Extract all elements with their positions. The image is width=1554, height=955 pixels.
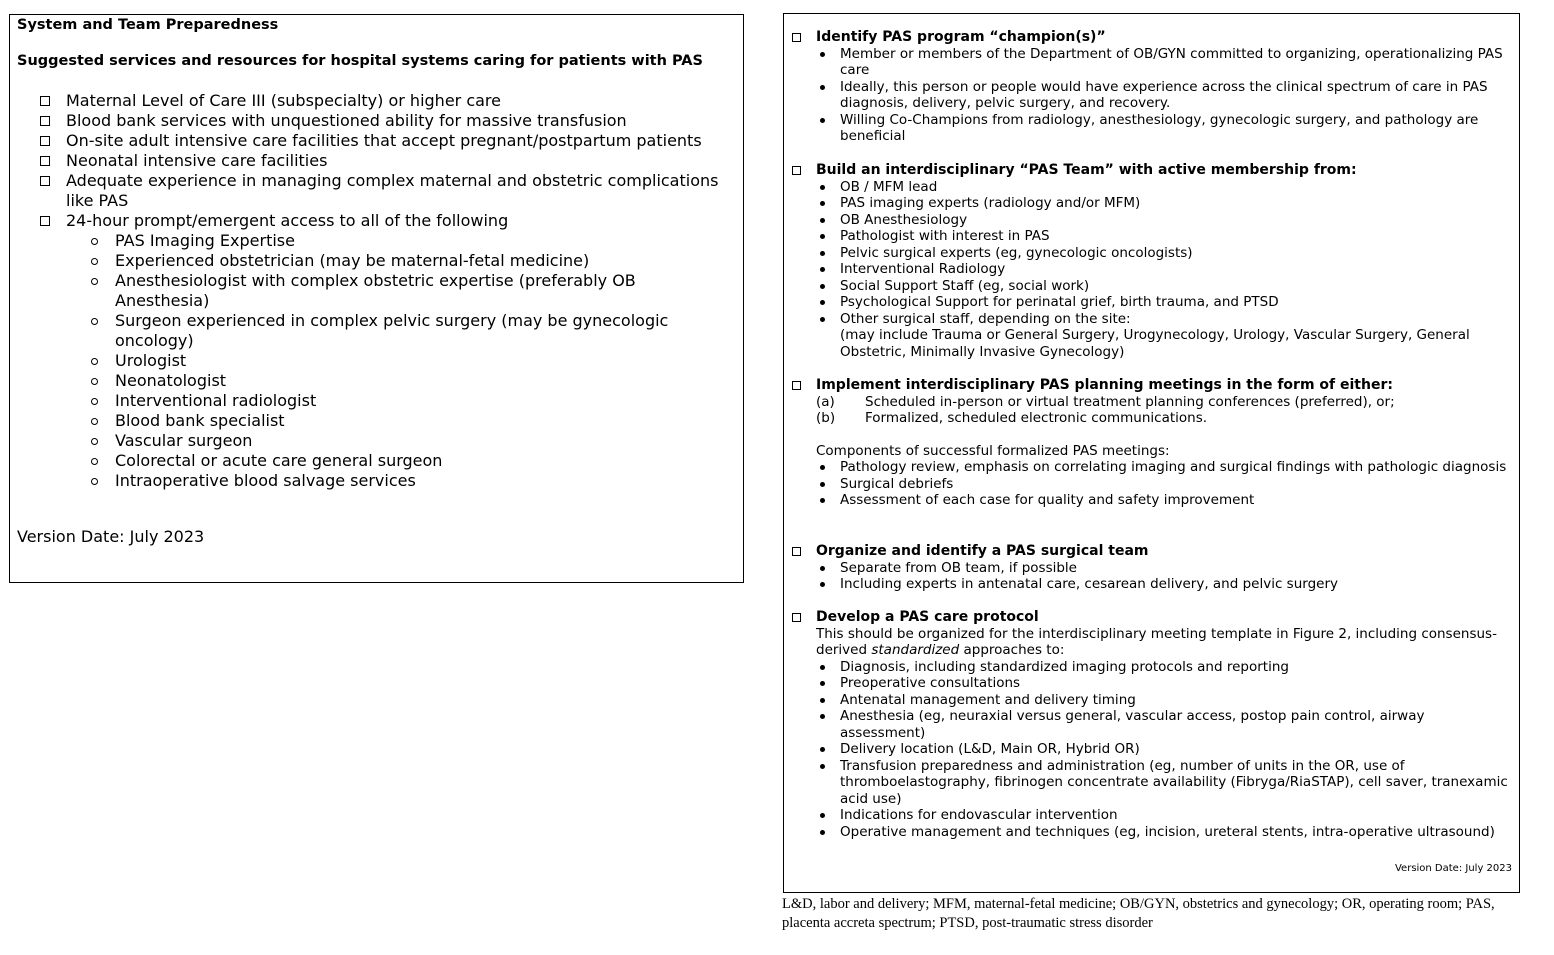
list-item: Member or members of the Department of OB/GYN committed to organizing, operationalizing PAS care [816, 46, 1510, 79]
checklist-item-text: Maternal Level of Care III (subspecialty) or higher care [66, 91, 501, 110]
section-heading [792, 609, 1510, 626]
list-item: Surgical debriefs [816, 476, 1510, 493]
checkbox-icon [40, 96, 50, 106]
services-checklist [40, 91, 735, 491]
sublist-item [89, 251, 674, 271]
section-heading-text: Implement interdisciplinary PAS planning meetings in the form of either: [816, 377, 1393, 393]
checkbox-icon [40, 136, 50, 146]
system-preparedness-box [9, 14, 744, 583]
checkbox-icon [792, 166, 801, 175]
intro-emphasis: standardized [871, 642, 960, 658]
sublist-item-text: Neonatologist [115, 371, 227, 390]
circle-bullet-icon [91, 438, 98, 445]
bullet-list [816, 560, 1510, 593]
list-item: Indications for endovascular intervention [816, 807, 1510, 824]
checklist-item [40, 171, 735, 211]
circle-bullet-icon [91, 418, 98, 425]
sublist-item-text: Blood bank specialist [115, 411, 285, 430]
option-label: (b) [816, 410, 836, 426]
checkbox-icon [792, 33, 801, 42]
checklist-item [40, 211, 735, 491]
pas-program-box [783, 13, 1520, 893]
option-item [816, 394, 1510, 411]
section-surgical-team [792, 543, 1510, 593]
checklist-item [40, 91, 735, 111]
checklist-item-text: Neonatal intensive care facilities [66, 151, 328, 170]
sublist-item [89, 471, 674, 491]
list-item: Anesthesia (eg, neuraxial versus general, vascular access, postop pain control, airway assessment) [816, 708, 1510, 741]
list-item: OB / MFM lead [816, 179, 1510, 196]
abbreviations-footnote: L&D, labor and delivery; MFM, maternal-fetal medicine; OB/GYN, obstetrics and gynecology; OR, operating room; PAS, placenta accreta spectrum; PTSD, post-traumatic stress disorder [782, 896, 1495, 931]
checklist-item-text: 24-hour prompt/emergent access to all of the following [66, 211, 509, 230]
section-pas-team [792, 162, 1510, 360]
surgical-staff-note: (may include Trauma or General Surgery, Urogynecology, Urology, Vascular Surgery, General Obstetric, Minimally Invasive Gynecology) [840, 327, 1470, 360]
option-label: (a) [816, 393, 835, 410]
sublist-item [89, 231, 674, 251]
checkbox-icon [40, 156, 50, 166]
list-item: Antenatal management and delivery timing [816, 692, 1510, 709]
option-list [816, 394, 1510, 427]
list-item: PAS imaging experts (radiology and/or MFM) [816, 195, 1510, 212]
circle-bullet-icon [91, 278, 98, 285]
checkbox-icon [40, 116, 50, 126]
list-item: Transfusion preparedness and administration (eg, number of units in the OR, use of thromboelastography, fibrinogen concentrate availability (Fibryga/RiaSTAP), cell saver, tranexamic acid use) [816, 758, 1510, 808]
version-date: Version Date: July 2023 [1394, 863, 1512, 874]
option-text: Scheduled in-person or virtual treatment planning conferences (preferred), or; [865, 393, 1395, 410]
intro-text: This should be organized for the interdisciplinary meeting template in Figure 2, including consensus-derived [816, 625, 1497, 658]
sublist-item-text: Anesthesiologist with complex obstetric expertise (preferably OB Anesthesia) [115, 271, 636, 310]
section-champions [792, 29, 1510, 145]
list-item: Preoperative consultations [816, 675, 1510, 692]
list-item: Social Support Staff (eg, social work) [816, 278, 1510, 295]
circle-bullet-icon [91, 478, 98, 485]
bullet-list [816, 46, 1510, 145]
section-heading-text: Organize and identify a PAS surgical team [816, 543, 1149, 559]
list-item: Pathology review, emphasis on correlating imaging and surgical findings with pathologic diagnosis [816, 459, 1510, 476]
bullet-list [816, 459, 1510, 509]
section-heading [792, 543, 1510, 560]
list-item: Pelvic surgical experts (eg, gynecologic oncologists) [816, 245, 1510, 262]
sublist-item-text: Interventional radiologist [115, 391, 317, 410]
bullet-list [816, 659, 1510, 841]
sublist-item [89, 351, 674, 371]
list-item: Separate from OB team, if possible [816, 560, 1510, 577]
list-item: Pathologist with interest in PAS [816, 228, 1510, 245]
list-item: Willing Co-Champions from radiology, anesthesiology, gynecologic surgery, and pathology are beneficial [816, 112, 1510, 145]
section-heading [792, 162, 1510, 179]
sublist-item [89, 451, 674, 471]
option-text: Formalized, scheduled electronic communications. [865, 410, 1208, 426]
checkbox-icon [40, 216, 50, 226]
box-subtitle: Suggested services and resources for hospital systems caring for patients with PAS [17, 53, 703, 69]
circle-bullet-icon [91, 378, 98, 385]
list-item [816, 311, 1510, 361]
option-item [816, 410, 1510, 427]
section-planning-meetings [792, 377, 1510, 509]
circle-bullet-icon [91, 318, 98, 325]
bullet-list [816, 179, 1510, 361]
checklist-item-text: Blood bank services with unquestioned ability for massive transfusion [66, 111, 627, 130]
list-item: Operative management and techniques (eg, incision, ureteral stents, intra-operative ultrasound) [816, 824, 1510, 841]
intro-text: approaches to: [959, 642, 1065, 658]
version-date: Version Date: July 2023 [17, 527, 205, 546]
components-intro: Components of successful formalized PAS meetings: [816, 442, 1170, 459]
sublist-item-text: Vascular surgeon [115, 431, 253, 450]
circle-bullet-icon [91, 398, 98, 405]
checklist-item-text: Adequate experience in managing complex maternal and obstetric complications like PAS [66, 171, 719, 210]
list-item: Delivery location (L&D, Main OR, Hybrid OR) [816, 741, 1510, 758]
sublist-item-text: Surgeon experienced in complex pelvic surgery (may be gynecologic oncology) [115, 311, 669, 350]
checklist-item [40, 131, 735, 151]
section-heading-text: Build an interdisciplinary “PAS Team” with active membership from: [816, 162, 1357, 178]
checklist-item [40, 111, 735, 131]
circle-bullet-icon [91, 258, 98, 265]
circle-bullet-icon [91, 238, 98, 245]
box-title: System and Team Preparedness [17, 17, 279, 33]
circle-bullet-icon [91, 458, 98, 465]
list-item-text: Other surgical staff, depending on the site: [840, 310, 1131, 327]
section-heading-text: Develop a PAS care protocol [816, 609, 1039, 625]
section-care-protocol [792, 609, 1510, 840]
sublist-item-text: Urologist [115, 351, 187, 370]
checkbox-icon [792, 613, 801, 622]
checklist-item-text: On-site adult intensive care facilities that accept pregnant/postpartum patients [66, 131, 702, 150]
sublist-item [89, 311, 674, 351]
circle-bullet-icon [91, 358, 98, 365]
section-heading [792, 29, 1510, 46]
list-item: Diagnosis, including standardized imaging protocols and reporting [816, 659, 1510, 676]
list-item: Assessment of each case for quality and safety improvement [816, 492, 1510, 509]
sublist-item [89, 391, 674, 411]
sublist-item-text: Colorectal or acute care general surgeon [115, 451, 443, 470]
checkbox-icon [792, 547, 801, 556]
list-item: Including experts in antenatal care, cesarean delivery, and pelvic surgery [816, 576, 1510, 593]
section-heading [792, 377, 1510, 394]
checkbox-icon [40, 176, 50, 186]
sublist-item [89, 371, 674, 391]
sublist-item-text: PAS Imaging Expertise [115, 231, 295, 250]
sublist-item-text: Experienced obstetrician (may be maternal-fetal medicine) [115, 251, 590, 270]
list-item: Psychological Support for perinatal grief, birth trauma, and PTSD [816, 294, 1510, 311]
sublist-item [89, 431, 674, 451]
checkbox-icon [792, 381, 801, 390]
list-item: Ideally, this person or people would have experience across the clinical spectrum of care in PAS diagnosis, delivery, pelvic surgery, and recovery. [816, 79, 1510, 112]
checklist-item [40, 151, 735, 171]
access-sublist [89, 231, 674, 491]
sublist-item-text: Intraoperative blood salvage services [115, 471, 416, 490]
list-item: OB Anesthesiology [816, 212, 1510, 229]
sublist-item [89, 411, 674, 431]
protocol-intro [792, 626, 1510, 659]
section-heading-text: Identify PAS program “champion(s)” [816, 29, 1106, 45]
list-item: Interventional Radiology [816, 261, 1510, 278]
sublist-item [89, 271, 674, 311]
